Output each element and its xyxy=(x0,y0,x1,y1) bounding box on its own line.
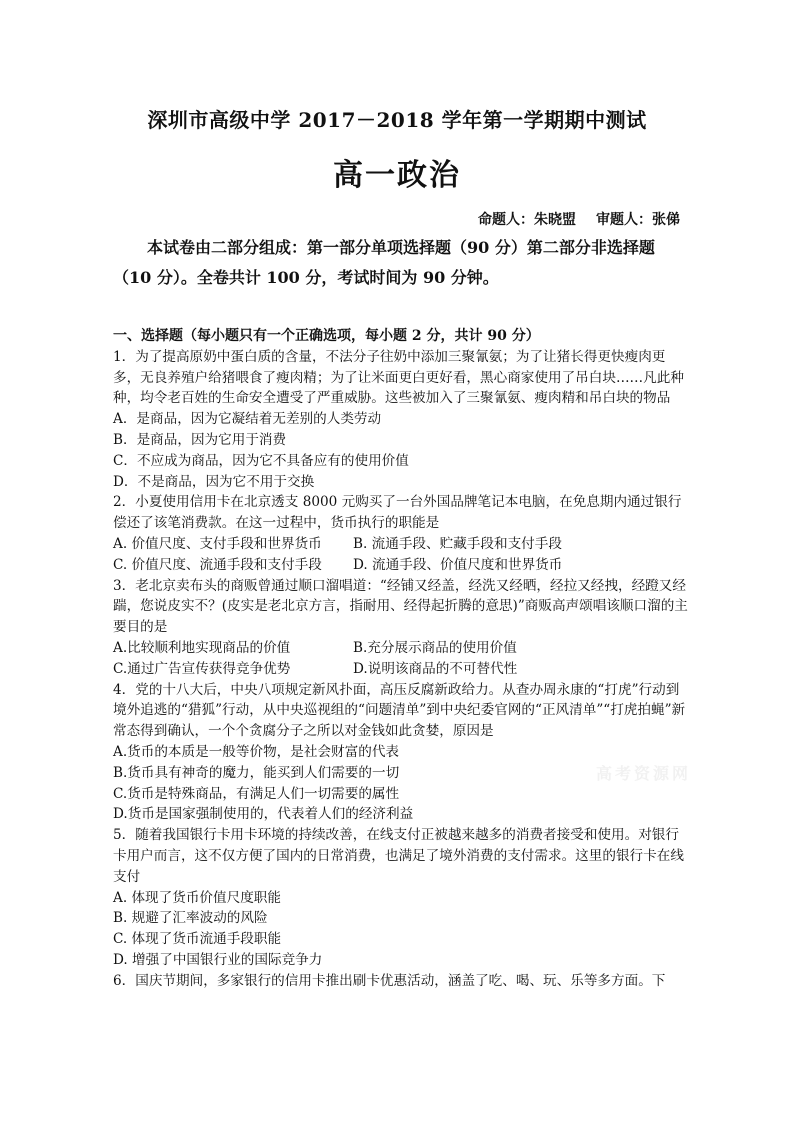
question-4-stem: 4．党的十八大后，中央八项规定新风扑面，高压反腐新政给力。从查办周永康的“打虎”行动到境外追逃的“猎狐”行动，从中央巡视组的“问题清单”到中央纪委官网的“正风清单”“打虎拍蝇”新常态得到确认，一个个贪腐分子之所以对金钱如此贪婪，原因是 xyxy=(113,681,686,740)
question-3-option-a: A.比较顺利地实现商品的价值 xyxy=(113,639,291,656)
question-3-options-row1 xyxy=(113,638,688,659)
question-1-option-d: D．不是商品，因为它不用于交换 xyxy=(113,473,315,490)
question-4-option-d: D.货币是国家强制使用的，代表着人们的经济利益 xyxy=(113,806,414,823)
question-5-stem: 5．随着我国银行卡用卡环境的持续改善，在线支付正被越来越多的消费者接受和使用。对银行卡用户而言，这不仅方便了国内的日常消费，也满足了境外消费的支付需求。这里的银行卡在线支付 xyxy=(113,827,684,885)
question-2-option-a: A. 价值尺度、支付手段和世界货币 xyxy=(113,535,322,552)
question-4-option-b: B.货币具有神奇的魔力，能买到人们需要的一切 xyxy=(113,764,400,781)
question-3-option-c: C.通过广告宣传获得竞争优势 xyxy=(113,660,291,677)
question-3-stem: 3．老北京卖布头的商贩曾通过顺口溜唱道：“经铺又经盖，经洗又经晒，经拉又经拽，经蹬又经踹，您说皮实不？(皮实是老北京方言，指耐用、经得起折腾的意思)”商贩高声颂唱该顺口溜的主要目的是 xyxy=(113,577,688,636)
question-2-options-row2 xyxy=(113,555,688,576)
question-2-option-d: D. 流通手段、价值尺度和世界货币 xyxy=(353,556,563,573)
question-1-option-a: A．是商品，因为它凝结着无差别的人类劳动 xyxy=(113,411,382,428)
watermark-text: 高考资源网 xyxy=(596,764,692,783)
setter-label: 命题人：朱晓盟 xyxy=(478,212,576,228)
question-3-option-b: B.充分展示商品的使用价值 xyxy=(353,639,517,656)
section-heading: 一、选择题（每小题只有一个正确选项，每小题 2 分，共计 90 分） xyxy=(113,328,540,344)
question-list xyxy=(113,326,688,992)
reviewer-label: 审题人：张俤 xyxy=(596,212,680,228)
question-5-option-c: C. 体现了货币流通手段职能 xyxy=(113,931,282,948)
question-3-option-d: D.说明该商品的不可替代性 xyxy=(353,660,518,677)
author-line xyxy=(478,209,680,229)
exam-intro: 本试卷由二部分组成：第一部分单项选择题（90 分）第二部分非选择题（10 分）。全卷共计 100 分，考试时间为 90 分钟。 xyxy=(113,238,655,287)
subject-title: 高一政治 xyxy=(333,158,461,193)
question-6-stem: 6．国庆节期间，多家银行的信用卡推出刷卡优惠活动，涵盖了吃、喝、玩、乐等多方面。下 xyxy=(113,972,666,989)
question-5-option-b: B. 规避了汇率波动的风险 xyxy=(113,910,268,927)
exam-title: 深圳市高级中学 2017－2018 学年第一学期期中测试 xyxy=(147,108,647,132)
question-2-stem: 2．小夏使用信用卡在北京透支 8000 元购买了一台外国品牌笔记本电脑，在免息期内通过银行偿还了该笔消费款。在这一过程中，货币执行的职能是 xyxy=(113,494,682,532)
question-1-option-b: B．是商品，因为它用于消费 xyxy=(113,431,287,448)
question-2-options-row1 xyxy=(113,534,688,555)
question-4-option-a: A.货币的本质是一般等价物，是社会财富的代表 xyxy=(113,743,400,760)
question-2-option-b: B. 流通手段、贮藏手段和支付手段 xyxy=(353,535,562,552)
question-1-stem: 1．为了提高原奶中蛋白质的含量，不法分子往奶中添加三聚氰氨；为了让猪长得更快瘦肉更多，无良养殖户给猪喂食了瘦肉精；为了让米面更白更好看，黑心商家使用了吊白块……凡此种种，均令老百姓的生命安全遭受了严重威胁。这些被加入了三聚氰氨、瘦肉精和吊白块的物品 xyxy=(113,348,684,407)
question-3-options-row2 xyxy=(113,659,688,680)
question-1-option-c: C．不应成为商品，因为它不具备应有的使用价值 xyxy=(113,452,409,469)
question-5-option-a: A. 体现了货币价值尺度职能 xyxy=(113,889,281,906)
question-2-option-c: C. 价值尺度、流通手段和支付手段 xyxy=(113,556,322,573)
question-4-option-c: C.货币是特殊商品，有满足人们一切需要的属性 xyxy=(113,785,400,802)
question-5-option-d: D. 增强了中国银行业的国际竞争力 xyxy=(113,951,323,968)
